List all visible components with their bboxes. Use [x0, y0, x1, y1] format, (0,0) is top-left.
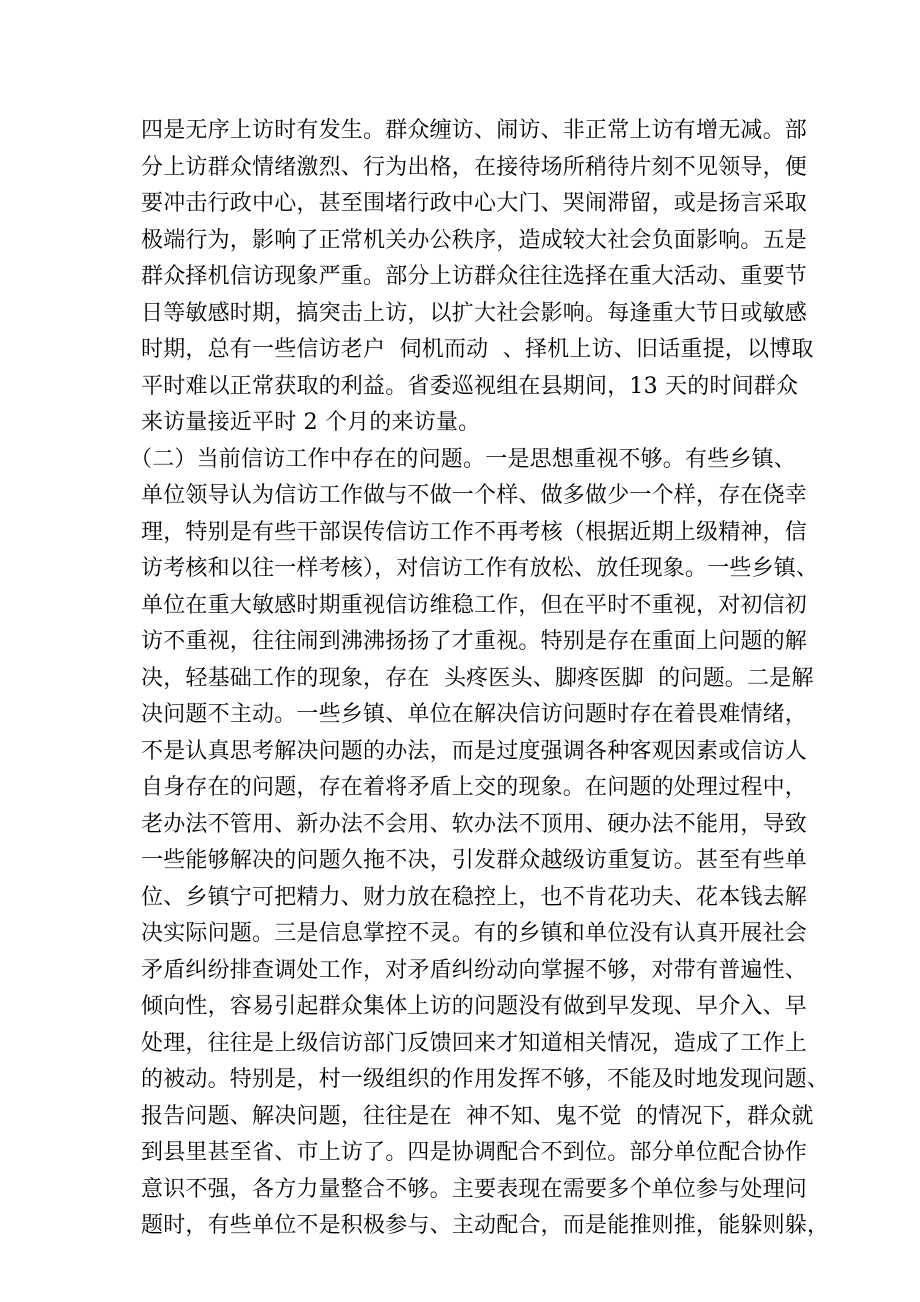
text-line: 极端行为，影响了正常机关办公秩序，造成较大社会负面影响。五是 — [141, 227, 808, 253]
text-line: 四是无序上访时有发生。群众缠访、闹访、非正常上访有增无减。部 — [141, 118, 808, 143]
text-line: 到县里甚至省、市上访了。四是协调配合不到位。部分单位配合协作 — [141, 1140, 808, 1165]
body-text — [130, 113, 830, 1245]
text-line: 单位在重大敏感时期重视信访维稳工作，但在平时不重视，对初信初 — [141, 592, 808, 618]
text-line: 单位领导认为信访工作做与不做一个样、做多做少一个样，存在侥幸 — [141, 483, 808, 508]
text-line: 理，特别是有些干部误传信访工作不再考核（根据近期上级精神，信 — [141, 519, 808, 545]
text-line: 来访量接近平时 2 个月的来访量。 — [141, 410, 481, 435]
text-line: 一些能够解决的问题久拖不决，引发群众越级访重复访。甚至有些单 — [141, 848, 808, 873]
text-line: 位、乡镇宁可把精力、财力放在稳控上，也不肯花功夫、花本钱去解 — [141, 884, 808, 910]
text-line: 不是认真思考解决问题的办法，而是过度强调各种客观因素或信访人 — [141, 738, 808, 764]
text-line: 意识不强，各方力量整合不够。主要表现在需要多个单位参与处理问 — [141, 1176, 808, 1202]
text-line: 时期，总有一些信访老户 伺机而动 、择机上访、旧话重提，以博取 — [141, 337, 814, 362]
section-heading-line: （二）当前信访工作中存在的问题。一是思想重视不够。有些乡镇、 — [130, 446, 797, 472]
text-line: 决问题不主动。一些乡镇、单位在解决信访问题时存在着畏难情绪， — [141, 702, 808, 727]
text-line: 平时难以正常获取的利益。省委巡视组在县期间，13 天的时间群众 — [141, 373, 799, 399]
text-line: 题时，有些单位不是积极参与、主动配合，而是能推则推，能躲则躲， — [141, 1213, 830, 1238]
text-line: 访考核和以往一样考核），对信访工作有放松、放任现象。一些乡镇、 — [141, 556, 819, 581]
text-line: 处理，往往是上级信访部门反馈回来才知道相关情况，造成了工作上 — [141, 1030, 808, 1056]
text-line: 报告问题、解决问题，往往是在 神不知、鬼不觉 的情况下，群众就 — [141, 1103, 814, 1129]
text-line: 老办法不管用、新办法不会用、软办法不顶用、硬办法不能用，导致 — [141, 811, 808, 837]
text-line: 自身存在的问题，存在着将矛盾上交的现象。在问题的处理过程中， — [141, 775, 808, 800]
text-line: 倾向性，容易引起群众集体上访的问题没有做到早发现、早介入、早 — [141, 994, 808, 1019]
text-line: 要冲击行政中心，甚至围堵行政中心大门、哭闹滞留，或是扬言采取 — [141, 191, 808, 216]
text-line: 决实际问题。三是信息掌控不灵。有的乡镇和单位没有认真开展社会 — [141, 921, 808, 946]
text-line: 矛盾纠纷排查调处工作，对矛盾纠纷动向掌握不够，对带有普遍性、 — [141, 957, 808, 983]
text-line: 分上访群众情绪激烈、行为出格，在接待场所稍待片刻不见领导，便 — [141, 154, 808, 180]
text-line: 访不重视，往往闹到沸沸扬扬了才重视。特别是存在重面上问题的解 — [141, 629, 808, 654]
text-line: 群众择机信访现象严重。部分上访群众往往选择在重大活动、重要节 — [141, 264, 808, 289]
text-line: 日等敏感时期，搞突击上访，以扩大社会影响。每逢重大节日或敏感 — [141, 300, 808, 326]
text-line: 决，轻基础工作的现象，存在 头疼医头、脚疼医脚 的问题。二是解 — [141, 665, 814, 691]
text-line: 的被动。特别是，村一级组织的作用发挥不够，不能及时地发现问题、 — [141, 1067, 830, 1092]
